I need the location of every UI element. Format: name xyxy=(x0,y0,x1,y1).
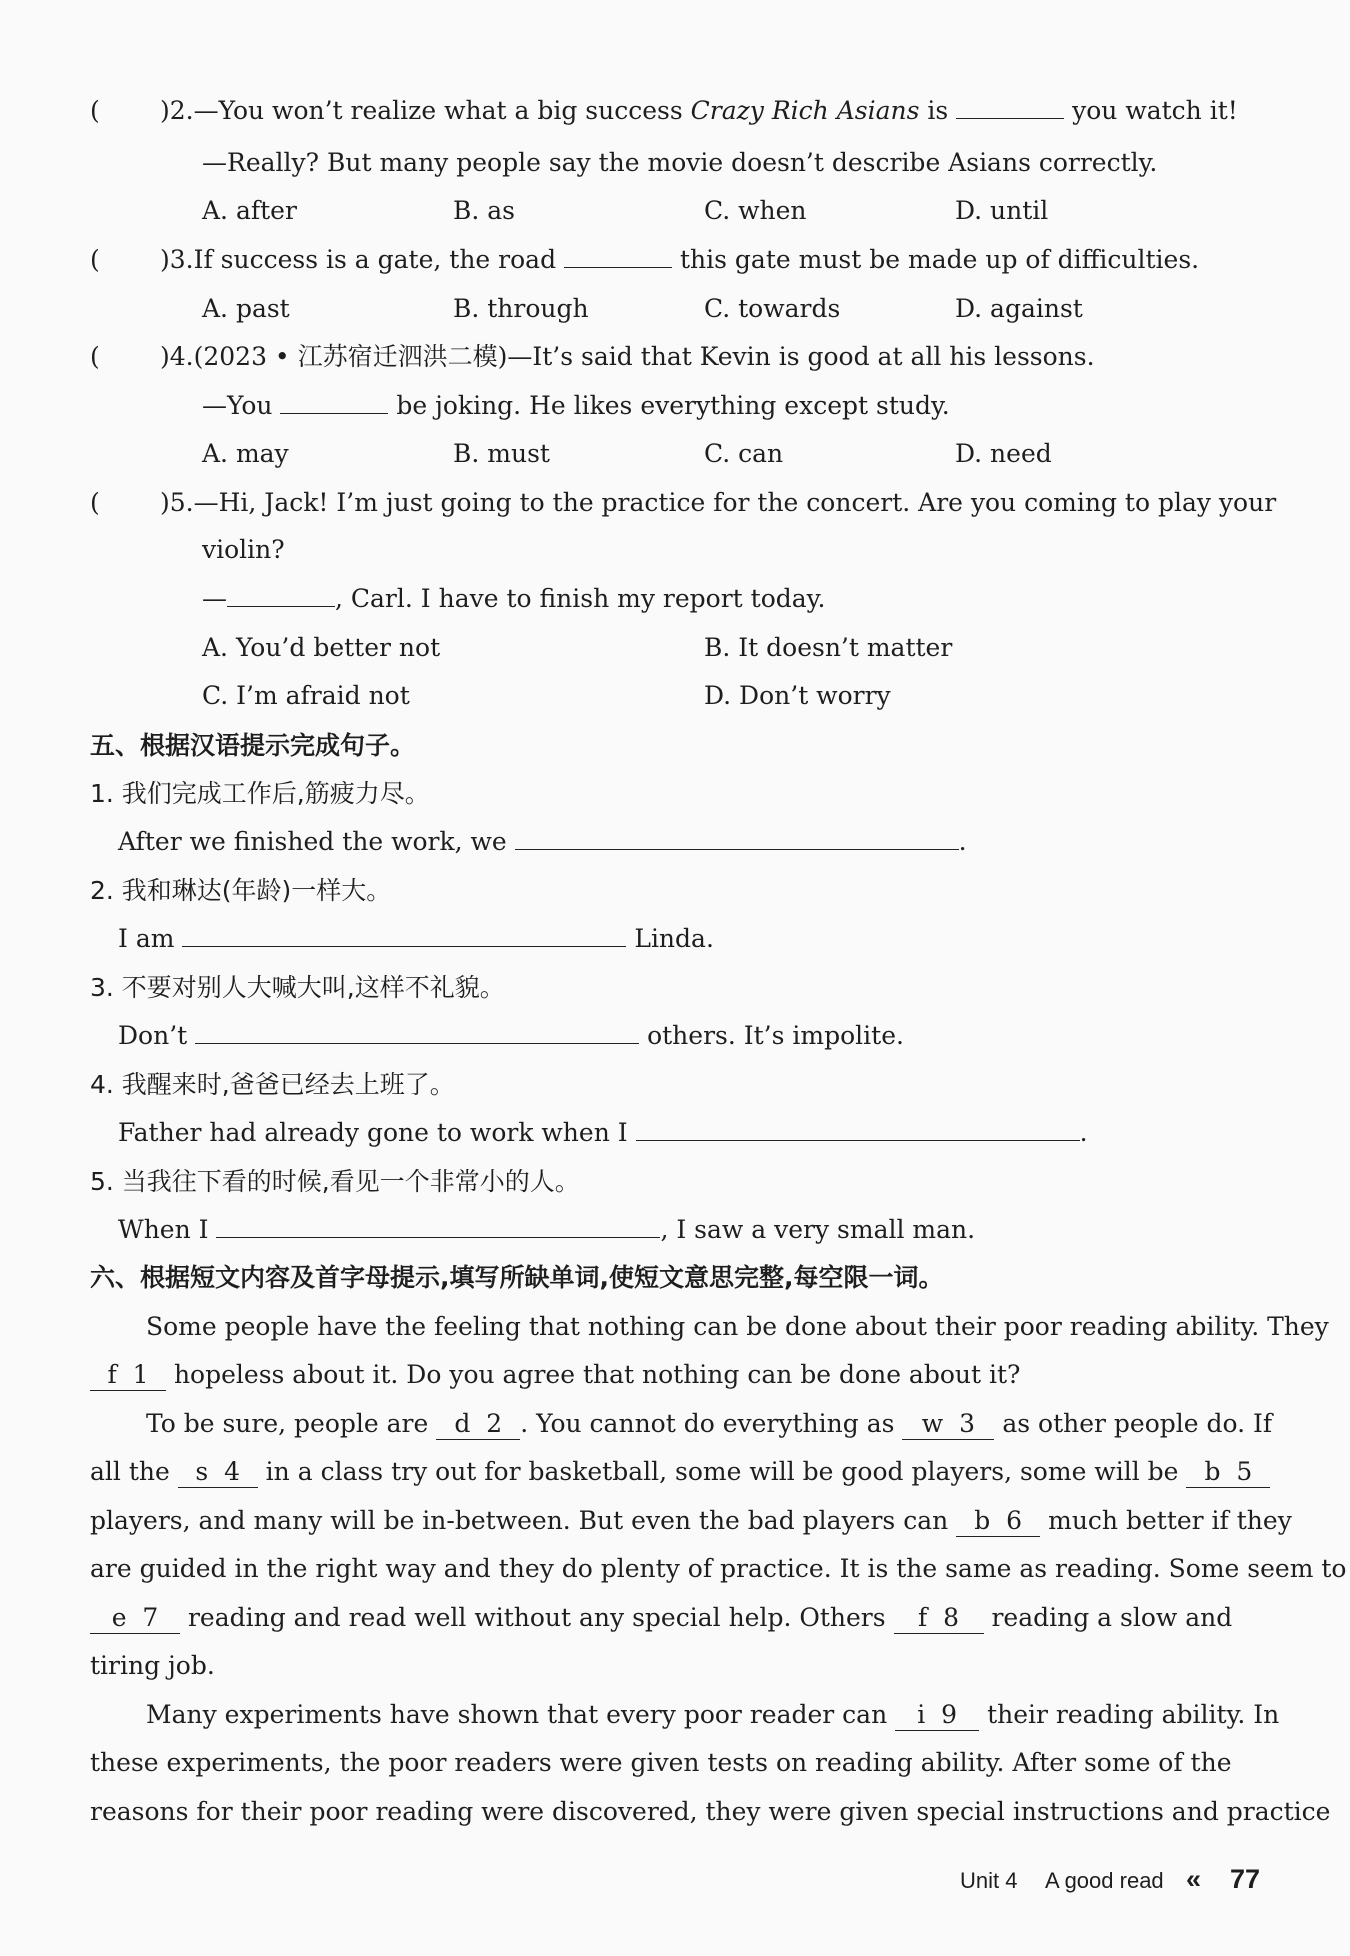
question-3-stem: )3.If success is a gate, the road this gate must be made up of difficulties. xyxy=(160,245,1200,274)
question-5-stem-cont: violin? xyxy=(202,535,285,564)
question-2-line2: —Really? But many people say the movie doesn’t describe Asians correctly. xyxy=(202,148,1158,177)
q2-option-c: C. when xyxy=(704,196,807,225)
s5-item-3-chinese: 3. 不要对别人大喊大叫,这样不礼貌。 xyxy=(90,973,505,1002)
q5-option-b: B. It doesn’t matter xyxy=(704,633,953,662)
gap-2[interactable]: d 2 xyxy=(436,1409,520,1440)
s5-item-2-chinese: 2. 我和琳达(年龄)一样大。 xyxy=(90,876,392,905)
q3-option-a: A. past xyxy=(202,294,290,323)
section-6-title: 六、根据短文内容及首字母提示,填写所缺单词,使短文意思完整,每空限一词。 xyxy=(90,1263,944,1292)
passage-p2-line6: tiring job. xyxy=(90,1651,215,1680)
question-2-stem: )2.—You won’t realize what a big success Crazy Rich Asians is you watch it! xyxy=(160,96,1238,125)
gap-9[interactable]: i 9 xyxy=(895,1700,979,1731)
gap-8[interactable]: f 8 xyxy=(894,1603,984,1634)
section-5-title: 五、根据汉语提示完成句子。 xyxy=(90,731,416,760)
answer-paren-4: ( xyxy=(90,342,100,371)
footer-unit: Unit 4 xyxy=(960,1868,1018,1893)
s5-item-2-english: I am Linda. xyxy=(118,924,714,953)
passage-p3-line3: reasons for their poor reading were discovered, they were given special instructions and practice xyxy=(90,1797,1331,1826)
s5-item-1-english: After we finished the work, we . xyxy=(118,827,967,856)
q5-option-d: D. Don’t worry xyxy=(704,681,891,710)
s5-item-5-english: When I , I saw a very small man. xyxy=(118,1215,976,1244)
double-chevron-left-icon: « xyxy=(1186,1864,1202,1894)
passage-p1-line2: f 1 hopeless about it. Do you agree that nothing can be done about it? xyxy=(90,1358,1020,1392)
q3-option-c: C. towards xyxy=(704,294,841,323)
answer-paren-2: ( xyxy=(90,96,100,125)
question-4-line2: —You be joking. He likes everything except study. xyxy=(202,391,950,420)
q3-option-b: B. through xyxy=(453,294,589,323)
passage-p2-line1: To be sure, people are d 2 . You cannot do everything as w 3 as other people do. If xyxy=(146,1409,1273,1438)
s5-item-4-chinese: 4. 我醒来时,爸爸已经去上班了。 xyxy=(90,1070,455,1099)
question-5-stem: )5.—Hi, Jack! I’m just going to the practice for the concert. Are you coming to play your xyxy=(160,488,1277,517)
q2-option-b: B. as xyxy=(453,196,515,225)
answer-paren-3: ( xyxy=(90,245,100,274)
question-5-line2: — , Carl. I have to finish my report today. xyxy=(202,584,826,613)
q4-option-c: C. can xyxy=(704,439,784,468)
gap-5[interactable]: b 5 xyxy=(1186,1457,1270,1488)
passage-p2-line2: all the s 4 in a class try out for basketball, some will be good players, some will be b 5 xyxy=(90,1455,1270,1489)
q5-option-a: A. You’d better not xyxy=(202,633,441,662)
gap-3[interactable]: w 3 xyxy=(902,1409,994,1440)
s5-item-5-chinese: 5. 当我往下看的时候,看见一个非常小的人。 xyxy=(90,1167,580,1196)
passage-p2-line4: are guided in the right way and they do plenty of practice. It is the same as reading. Some seem to xyxy=(90,1554,1347,1583)
q2-option-d: D. until xyxy=(955,196,1049,225)
q4-option-b: B. must xyxy=(453,439,550,468)
q2-option-a: A. after xyxy=(202,196,297,225)
gap-1[interactable]: f 1 xyxy=(90,1360,166,1391)
passage-p3-line2: these experiments, the poor readers were given tests on reading ability. After some of the xyxy=(90,1748,1232,1777)
s5-item-3-english: Don’t others. It’s impolite. xyxy=(118,1021,904,1050)
q3-option-d: D. against xyxy=(955,294,1083,323)
footer-title: A good read xyxy=(1045,1868,1164,1893)
question-4-stem: )4.(2023 • 江苏宿迁泗洪二模)—It’s said that Kevin is good at all his lessons. xyxy=(160,342,1095,371)
passage-p3-line1: Many experiments have shown that every poor reader can i 9 their reading ability. In xyxy=(146,1700,1280,1729)
passage-p1-line1: Some people have the feeling that nothing can be done about their poor reading ability. They xyxy=(146,1312,1329,1341)
q5-option-c: C. I’m afraid not xyxy=(202,681,410,710)
q4-option-d: D. need xyxy=(955,439,1052,468)
page-number: 77 xyxy=(1230,1864,1261,1894)
gap-6[interactable]: b 6 xyxy=(956,1506,1040,1537)
gap-4[interactable]: s 4 xyxy=(178,1457,258,1488)
gap-7[interactable]: e 7 xyxy=(90,1603,180,1634)
s5-item-4-english: Father had already gone to work when I . xyxy=(118,1118,1088,1147)
q4-option-a: A. may xyxy=(202,439,289,468)
passage-p2-line3: players, and many will be in-between. But even the bad players can b 6 much better if they xyxy=(90,1506,1292,1535)
answer-paren-5: ( xyxy=(90,488,100,517)
passage-p2-line5: e 7 reading and read well without any special help. Others f 8 reading a slow and xyxy=(90,1601,1232,1635)
s5-item-1-chinese: 1. 我们完成工作后,筋疲力尽。 xyxy=(90,779,430,808)
